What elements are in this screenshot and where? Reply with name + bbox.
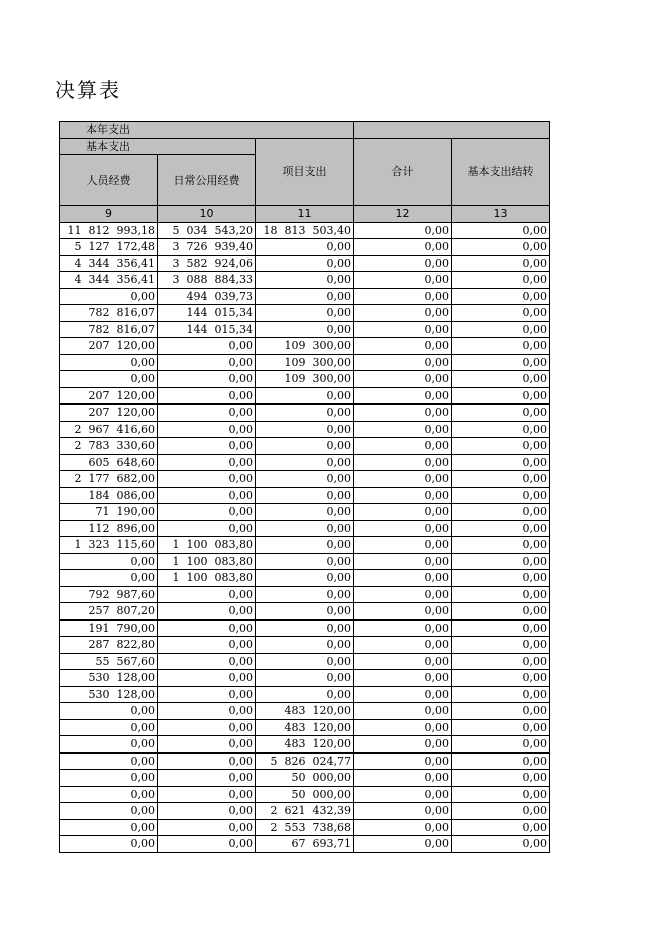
table-cell: 0,00 xyxy=(158,620,256,637)
table-cell: 0,00 xyxy=(452,239,550,256)
table-cell: 0,00 xyxy=(452,586,550,603)
table-cell: 0,00 xyxy=(158,703,256,720)
table-cell: 0,00 xyxy=(354,239,452,256)
table-cell: 0,00 xyxy=(256,504,354,521)
table-cell: 0,00 xyxy=(158,803,256,820)
table-cell: 1 323 115,60 xyxy=(60,537,158,554)
table-cell: 18 813 503,40 xyxy=(256,222,354,239)
table-cell: 0,00 xyxy=(158,487,256,504)
table-cell: 0,00 xyxy=(256,603,354,620)
table-cell: 0,00 xyxy=(354,272,452,289)
table-cell: 0,00 xyxy=(354,586,452,603)
table-cell: 50 000,00 xyxy=(256,770,354,787)
table-cell: 0,00 xyxy=(60,819,158,836)
table-cell: 483 120,00 xyxy=(256,719,354,736)
table-cell: 257 807,20 xyxy=(60,603,158,620)
table-row xyxy=(60,239,550,256)
table-body xyxy=(60,222,550,852)
table-cell: 0,00 xyxy=(354,471,452,488)
table-cell: 0,00 xyxy=(452,836,550,853)
table-cell: 483 120,00 xyxy=(256,703,354,720)
table-cell: 0,00 xyxy=(256,553,354,570)
table-cell: 605 648,60 xyxy=(60,454,158,471)
table-cell: 0,00 xyxy=(452,354,550,371)
table-row xyxy=(60,222,550,239)
table-cell: 5 034 543,20 xyxy=(158,222,256,239)
table-cell: 0,00 xyxy=(354,404,452,421)
table-cell: 0,00 xyxy=(452,338,550,355)
table-cell: 0,00 xyxy=(256,620,354,637)
table-cell: 207 120,00 xyxy=(60,404,158,421)
table-cell: 4 344 356,41 xyxy=(60,255,158,272)
table-cell: 0,00 xyxy=(158,637,256,654)
table-cell: 0,00 xyxy=(354,686,452,703)
table-cell: 0,00 xyxy=(256,404,354,421)
table-cell: 0,00 xyxy=(158,421,256,438)
col-number: 10 xyxy=(158,206,256,223)
table-cell: 0,00 xyxy=(354,770,452,787)
table-cell: 0,00 xyxy=(256,321,354,338)
table-cell: 0,00 xyxy=(60,553,158,570)
table-cell: 0,00 xyxy=(354,803,452,820)
table-cell: 0,00 xyxy=(452,703,550,720)
table-row xyxy=(60,520,550,537)
table-cell: 0,00 xyxy=(158,504,256,521)
table-cell: 0,00 xyxy=(452,753,550,770)
table-cell: 0,00 xyxy=(354,387,452,404)
table-cell: 0,00 xyxy=(452,770,550,787)
table-cell: 0,00 xyxy=(256,255,354,272)
table-cell: 11 812 993,18 xyxy=(60,222,158,239)
table-row xyxy=(60,637,550,654)
table-row xyxy=(60,288,550,305)
table-cell: 0,00 xyxy=(452,255,550,272)
table-cell: 0,00 xyxy=(354,222,452,239)
table-cell: 0,00 xyxy=(60,836,158,853)
table-cell: 0,00 xyxy=(354,504,452,521)
table-cell: 0,00 xyxy=(158,786,256,803)
table-row xyxy=(60,454,550,471)
table-cell: 0,00 xyxy=(256,454,354,471)
table-cell: 0,00 xyxy=(354,620,452,637)
col-number: 9 xyxy=(60,206,158,223)
header-project: 项目支出 xyxy=(256,138,354,206)
table-cell: 0,00 xyxy=(60,770,158,787)
table-cell: 0,00 xyxy=(354,305,452,322)
table-row xyxy=(60,487,550,504)
table-row xyxy=(60,404,550,421)
page-title: 决算表 xyxy=(55,78,121,102)
table-cell: 0,00 xyxy=(354,421,452,438)
table-row xyxy=(60,305,550,322)
table-cell: 0,00 xyxy=(60,371,158,388)
table-cell: 0,00 xyxy=(60,786,158,803)
col-number: 12 xyxy=(354,206,452,223)
table-cell: 0,00 xyxy=(256,421,354,438)
table-cell: 0,00 xyxy=(256,653,354,670)
table-row xyxy=(60,770,550,787)
table-header xyxy=(60,122,550,223)
table-cell: 0,00 xyxy=(452,454,550,471)
table-cell: 0,00 xyxy=(60,736,158,753)
table-row xyxy=(60,371,550,388)
table-row xyxy=(60,719,550,736)
table-cell: 0,00 xyxy=(452,670,550,687)
table-cell: 0,00 xyxy=(256,537,354,554)
table-cell: 2 177 682,00 xyxy=(60,471,158,488)
table-cell: 55 567,60 xyxy=(60,653,158,670)
table-cell: 0,00 xyxy=(354,653,452,670)
table-cell: 0,00 xyxy=(60,288,158,305)
table-cell: 0,00 xyxy=(256,288,354,305)
table-cell: 0,00 xyxy=(354,454,452,471)
table-cell: 530 128,00 xyxy=(60,670,158,687)
table-cell: 0,00 xyxy=(354,255,452,272)
table-row xyxy=(60,504,550,521)
table-cell: 191 790,00 xyxy=(60,620,158,637)
table-cell: 67 693,71 xyxy=(256,836,354,853)
table-cell: 0,00 xyxy=(158,686,256,703)
table-cell: 0,00 xyxy=(60,753,158,770)
table-cell: 0,00 xyxy=(354,719,452,736)
table-row xyxy=(60,620,550,637)
table-cell: 0,00 xyxy=(452,736,550,753)
table-cell: 0,00 xyxy=(256,670,354,687)
table-cell: 0,00 xyxy=(158,438,256,455)
table-cell: 207 120,00 xyxy=(60,387,158,404)
table-cell: 0,00 xyxy=(158,338,256,355)
table-cell: 0,00 xyxy=(452,520,550,537)
table-cell: 0,00 xyxy=(158,586,256,603)
header-total: 合计 xyxy=(354,138,452,206)
table-cell: 0,00 xyxy=(452,620,550,637)
table-cell: 207 120,00 xyxy=(60,338,158,355)
table-row xyxy=(60,753,550,770)
col-number: 11 xyxy=(256,206,354,223)
table-cell: 0,00 xyxy=(354,703,452,720)
table-cell: 0,00 xyxy=(158,736,256,753)
table-row xyxy=(60,803,550,820)
table-cell: 5 127 172,48 xyxy=(60,239,158,256)
header-basic-carryover: 基本支出结转 xyxy=(452,138,550,206)
table-cell: 287 822,80 xyxy=(60,637,158,654)
table-cell: 0,00 xyxy=(354,570,452,587)
table-row xyxy=(60,537,550,554)
table-cell: 530 128,00 xyxy=(60,686,158,703)
table-cell: 0,00 xyxy=(452,272,550,289)
table-cell: 0,00 xyxy=(354,487,452,504)
table-row xyxy=(60,255,550,272)
table-cell: 2 783 330,60 xyxy=(60,438,158,455)
table-cell: 0,00 xyxy=(354,371,452,388)
table-cell: 0,00 xyxy=(452,603,550,620)
table-cell: 0,00 xyxy=(158,603,256,620)
table-row xyxy=(60,354,550,371)
table-cell: 0,00 xyxy=(256,520,354,537)
table-cell: 0,00 xyxy=(354,736,452,753)
table-cell: 0,00 xyxy=(60,354,158,371)
table-cell: 0,00 xyxy=(452,653,550,670)
table-cell: 782 816,07 xyxy=(60,305,158,322)
header-public-funds: 日常公用经费 xyxy=(158,155,256,206)
table-cell: 0,00 xyxy=(354,321,452,338)
table-cell: 109 300,00 xyxy=(256,354,354,371)
table-cell: 109 300,00 xyxy=(256,338,354,355)
table-cell: 0,00 xyxy=(256,686,354,703)
table-cell: 112 896,00 xyxy=(60,520,158,537)
table-cell: 0,00 xyxy=(452,371,550,388)
table-cell: 0,00 xyxy=(452,504,550,521)
table-cell: 0,00 xyxy=(452,819,550,836)
header-personnel: 人员经费 xyxy=(60,155,158,206)
table-cell: 0,00 xyxy=(452,404,550,421)
table-cell: 0,00 xyxy=(354,520,452,537)
table-cell: 0,00 xyxy=(60,803,158,820)
table-row xyxy=(60,272,550,289)
table-cell: 0,00 xyxy=(256,471,354,488)
table-cell: 483 120,00 xyxy=(256,736,354,753)
table-cell: 3 582 924,06 xyxy=(158,255,256,272)
table-cell: 5 826 024,77 xyxy=(256,753,354,770)
table-row xyxy=(60,786,550,803)
table-row xyxy=(60,836,550,853)
header-basic-expense: 基本支出 xyxy=(60,138,256,155)
table-cell: 2 621 432,39 xyxy=(256,803,354,820)
table-cell: 0,00 xyxy=(354,537,452,554)
table-cell: 0,00 xyxy=(452,570,550,587)
table-cell: 0,00 xyxy=(452,438,550,455)
table-row xyxy=(60,586,550,603)
table-cell: 144 015,34 xyxy=(158,321,256,338)
table-cell: 0,00 xyxy=(452,686,550,703)
table-row xyxy=(60,553,550,570)
table-cell: 0,00 xyxy=(354,553,452,570)
table-cell: 0,00 xyxy=(452,387,550,404)
table-cell: 0,00 xyxy=(158,836,256,853)
table-row xyxy=(60,736,550,753)
table-cell: 0,00 xyxy=(158,354,256,371)
table-cell: 782 816,07 xyxy=(60,321,158,338)
table-row xyxy=(60,670,550,687)
table-cell: 0,00 xyxy=(256,239,354,256)
table-row xyxy=(60,321,550,338)
table-row xyxy=(60,387,550,404)
table-cell: 109 300,00 xyxy=(256,371,354,388)
table-row xyxy=(60,703,550,720)
table-cell: 792 987,60 xyxy=(60,586,158,603)
table-cell: 0,00 xyxy=(256,487,354,504)
table-cell: 0,00 xyxy=(158,387,256,404)
header-blank xyxy=(354,122,550,139)
table-cell: 0,00 xyxy=(158,653,256,670)
table-cell: 71 190,00 xyxy=(60,504,158,521)
table-cell: 0,00 xyxy=(60,719,158,736)
table-cell: 0,00 xyxy=(452,553,550,570)
table-cell: 0,00 xyxy=(158,753,256,770)
table-cell: 0,00 xyxy=(452,222,550,239)
table-cell: 0,00 xyxy=(256,387,354,404)
table-cell: 4 344 356,41 xyxy=(60,272,158,289)
table-cell: 0,00 xyxy=(354,819,452,836)
table-cell: 0,00 xyxy=(452,637,550,654)
table-cell: 0,00 xyxy=(452,288,550,305)
table-row xyxy=(60,438,550,455)
table-cell: 0,00 xyxy=(158,454,256,471)
table-cell: 144 015,34 xyxy=(158,305,256,322)
table-cell: 0,00 xyxy=(354,753,452,770)
table-cell: 0,00 xyxy=(452,803,550,820)
table-cell: 0,00 xyxy=(452,786,550,803)
table-cell: 494 039,73 xyxy=(158,288,256,305)
expense-table xyxy=(59,121,550,853)
table-row xyxy=(60,338,550,355)
table-cell: 0,00 xyxy=(354,603,452,620)
table-cell: 1 100 083,80 xyxy=(158,553,256,570)
table-cell: 0,00 xyxy=(452,719,550,736)
table-row xyxy=(60,603,550,620)
col-number: 13 xyxy=(452,206,550,223)
table-row xyxy=(60,686,550,703)
table-row xyxy=(60,570,550,587)
table-cell: 0,00 xyxy=(158,819,256,836)
table-cell: 0,00 xyxy=(452,421,550,438)
table-cell: 0,00 xyxy=(354,786,452,803)
table-cell: 0,00 xyxy=(60,703,158,720)
table-cell: 184 086,00 xyxy=(60,487,158,504)
table-cell: 0,00 xyxy=(354,354,452,371)
table-cell: 1 100 083,80 xyxy=(158,570,256,587)
table-cell: 0,00 xyxy=(354,836,452,853)
table-cell: 0,00 xyxy=(354,670,452,687)
table-cell: 0,00 xyxy=(452,305,550,322)
table-cell: 0,00 xyxy=(354,637,452,654)
table-cell: 0,00 xyxy=(158,371,256,388)
table-row xyxy=(60,471,550,488)
table-cell: 0,00 xyxy=(452,537,550,554)
table-cell: 3 726 939,40 xyxy=(158,239,256,256)
table-cell: 0,00 xyxy=(158,471,256,488)
table-cell: 0,00 xyxy=(158,404,256,421)
table-cell: 0,00 xyxy=(256,637,354,654)
table-row xyxy=(60,653,550,670)
table-cell: 0,00 xyxy=(256,305,354,322)
table-cell: 0,00 xyxy=(354,288,452,305)
table-cell: 0,00 xyxy=(256,586,354,603)
table-cell: 2 553 738,68 xyxy=(256,819,354,836)
table-cell: 0,00 xyxy=(158,719,256,736)
table-cell: 0,00 xyxy=(256,570,354,587)
table-cell: 0,00 xyxy=(60,570,158,587)
table-cell: 0,00 xyxy=(158,770,256,787)
table-cell: 0,00 xyxy=(256,272,354,289)
table-cell: 0,00 xyxy=(158,670,256,687)
table-cell: 3 088 884,33 xyxy=(158,272,256,289)
table-row xyxy=(60,819,550,836)
table-cell: 0,00 xyxy=(452,321,550,338)
table-row xyxy=(60,421,550,438)
header-annual-expense: 本年支出 xyxy=(60,122,354,139)
table-cell: 0,00 xyxy=(256,438,354,455)
table-cell: 0,00 xyxy=(354,338,452,355)
table-cell: 50 000,00 xyxy=(256,786,354,803)
table-cell: 0,00 xyxy=(452,471,550,488)
table-cell: 1 100 083,80 xyxy=(158,537,256,554)
table-cell: 0,00 xyxy=(354,438,452,455)
table-cell: 0,00 xyxy=(158,520,256,537)
table-cell: 0,00 xyxy=(452,487,550,504)
table-cell: 2 967 416,60 xyxy=(60,421,158,438)
